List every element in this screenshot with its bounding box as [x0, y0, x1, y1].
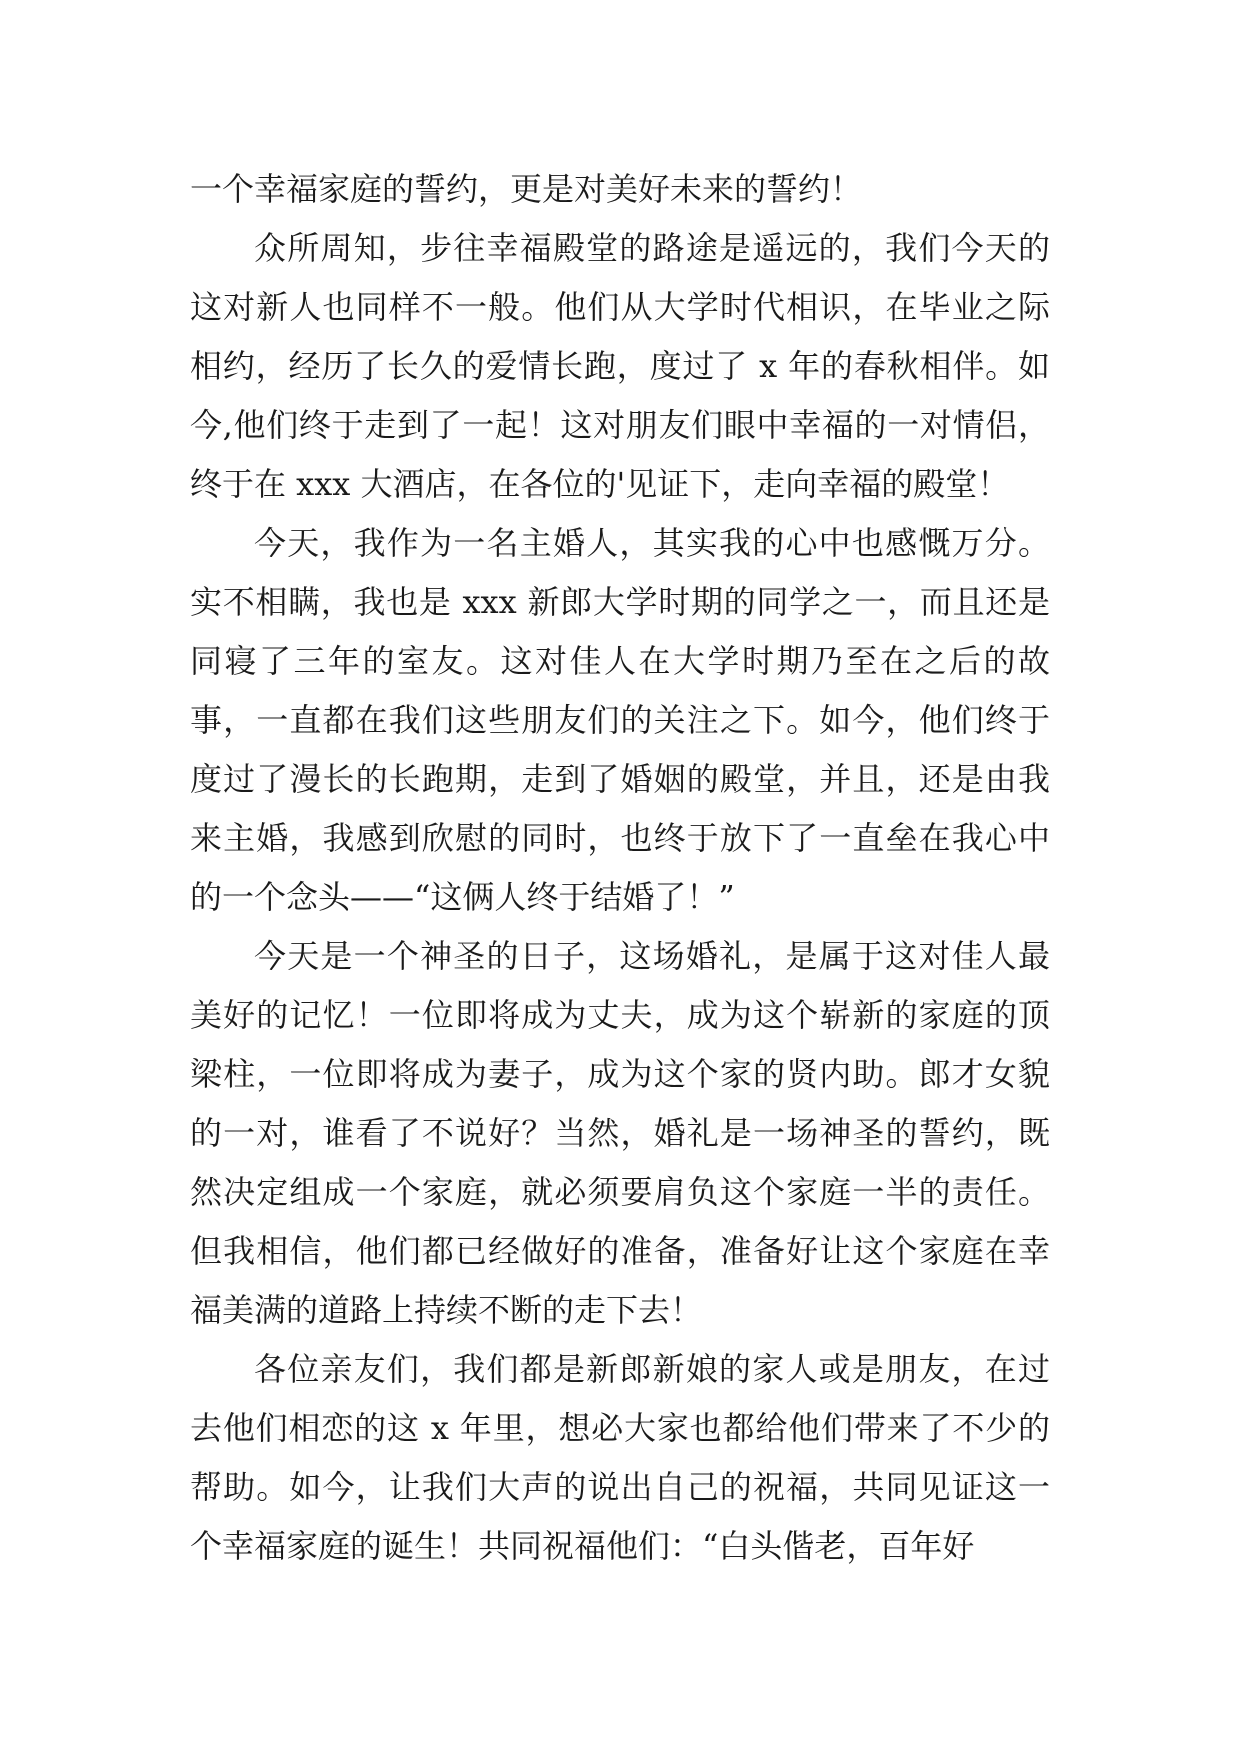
paragraph-3: 今天，我作为一名主婚人，其实我的心中也感慨万分。实不相瞒，我也是 xxx 新郎大学时期的同学之一，而且还是同寝了三年的室友。这对佳人在大学时期乃至在之后的故事，一直都在我们这些朋友们的关注之下。如今，他们终于度过了漫长的长跑期，走到了婚姻的殿堂，并且，还是由我来主婚，我感到欣慰的同时，也终于放下了一直垒在我心中的一个念头——“这俩人终于结婚了！” [190, 524, 1050, 916]
document-body [190, 160, 1050, 1576]
paragraph-5: 各位亲友们，我们都是新郎新娘的家人或是朋友，在过去他们相恋的这 x 年里，想必大家也都给他们带来了不少的帮助。如今，让我们大声的说出自己的祝福，共同见证这一个幸福家庭的诞生！共同祝福他们：“白头偕老，百年好 [190, 1350, 1050, 1565]
paragraph-1: 一个幸福家庭的誓约，更是对美好未来的誓约！ [190, 170, 863, 208]
paragraph-2: 众所周知，步往幸福殿堂的路途是遥远的，我们今天的这对新人也同样不一般。他们从大学时代相识，在毕业之际相约，经历了长久的爱情长跑，度过了 x 年的春秋相伴。如今,他们终于走到了一起！这对朋友们眼中幸福的一对情侣，终于在 xxx 大酒店，在各位的'见证下，走向幸福的殿堂！ [190, 229, 1050, 503]
paragraph-4: 今天是一个神圣的日子，这场婚礼，是属于这对佳人最美好的记忆！一位即将成为丈夫，成为这个崭新的家庭的顶梁柱，一位即将成为妻子，成为这个家的贤内助。郎才女貌的一对，谁看了不说好？当然，婚礼是一场神圣的誓约，既然决定组成一个家庭，就必须要肩负这个家庭一半的责任。但我相信，他们都已经做好的准备，准备好让这个家庭在幸福美满的道路上持续不断的走下去！ [190, 937, 1050, 1329]
